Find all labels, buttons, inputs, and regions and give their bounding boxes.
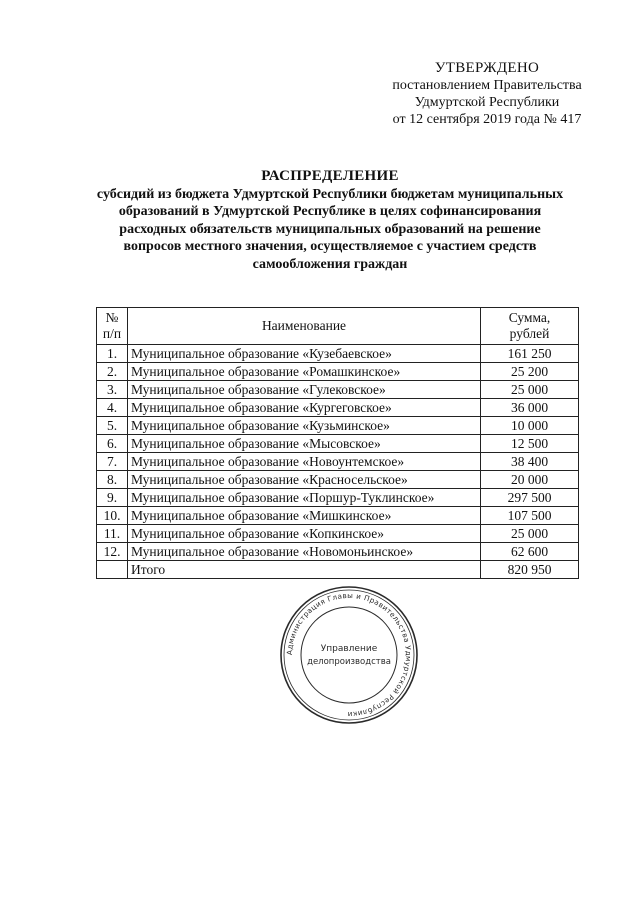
row-number: 1.: [97, 345, 128, 363]
table-row: [97, 399, 579, 417]
distribution-table: [96, 307, 579, 579]
row-sum: 25 200: [481, 363, 579, 381]
table-row: [97, 363, 579, 381]
title-line: образований в Удмуртской Республике в целях софинансирования: [118, 204, 542, 220]
row-number: 12.: [97, 543, 128, 561]
header-sum: [481, 308, 579, 345]
title-heading: РАСПРЕДЕЛЕНИЕ: [261, 168, 399, 184]
header-number: [97, 308, 128, 345]
row-sum: 12 500: [481, 435, 579, 453]
row-name: Муниципальное образование «Поршур-Туклинское»: [128, 489, 481, 507]
approval-heading: УТВЕРЖДЕНО: [434, 60, 540, 76]
table-row: [97, 381, 579, 399]
row-number: 8.: [97, 471, 128, 489]
document-title: [70, 168, 590, 274]
row-name: Муниципальное образование «Кузебаевское»: [128, 345, 481, 363]
table-row: [97, 507, 579, 525]
row-name: Муниципальное образование «Новомоньинское»: [128, 543, 481, 561]
row-number: 3.: [97, 381, 128, 399]
row-sum: 25 000: [481, 381, 579, 399]
total-row: [97, 561, 579, 579]
row-number: 6.: [97, 435, 128, 453]
seal-inner-ring: [301, 607, 397, 703]
row-name: Муниципальное образование «Новоунтемское»: [128, 453, 481, 471]
row-sum: 107 500: [481, 507, 579, 525]
table-row: [97, 345, 579, 363]
seal-center-line: Управление: [320, 644, 378, 654]
table-row: [97, 435, 579, 453]
row-sum: 10 000: [481, 417, 579, 435]
row-number: 9.: [97, 489, 128, 507]
title-line: расходных обязательств муниципальных образований на решение: [119, 221, 541, 237]
table-row: [97, 543, 579, 561]
approval-date: от 12 сентября 2019 года № 417: [392, 112, 582, 127]
row-sum: 161 250: [481, 345, 579, 363]
row-number: 10.: [97, 507, 128, 525]
table-row: [97, 417, 579, 435]
row-number: 7.: [97, 453, 128, 471]
row-number: 5.: [97, 417, 128, 435]
row-sum: 38 400: [481, 453, 579, 471]
row-sum: 297 500: [481, 489, 579, 507]
row-name: Муниципальное образование «Ромашкинское»: [128, 363, 481, 381]
header-name: Наименование: [128, 308, 481, 345]
approval-line: постановлением Правительства: [392, 78, 582, 93]
row-sum: 62 600: [481, 543, 579, 561]
table-row: [97, 471, 579, 489]
row-name: Муниципальное образование «Кузьминское»: [128, 417, 481, 435]
seal-center-line: делопроизводства: [307, 657, 391, 667]
header-sum-unit: рублей: [509, 326, 550, 341]
header-sum-label: Сумма,: [508, 310, 551, 325]
approval-block: [372, 60, 602, 128]
official-seal: [279, 585, 419, 725]
table-row: [97, 525, 579, 543]
row-name: Муниципальное образование «Кургеговское»: [128, 399, 481, 417]
row-sum: 36 000: [481, 399, 579, 417]
row-sum: 25 000: [481, 525, 579, 543]
title-line: самообложения граждан: [252, 256, 408, 272]
total-number-cell: [97, 561, 128, 579]
approval-line: Удмуртской Республики: [414, 95, 560, 110]
row-name: Муниципальное образование «Гулековское»: [128, 381, 481, 399]
row-name: Муниципальное образование «Мишкинское»: [128, 507, 481, 525]
table-row: [97, 453, 579, 471]
seal-outer-text: Администрация Главы и Правительства Удмуртской Республики: [284, 590, 414, 720]
table-header-row: [97, 308, 579, 345]
row-number: 4.: [97, 399, 128, 417]
row-name: Муниципальное образование «Красносельское»: [128, 471, 481, 489]
total-sum: 820 950: [481, 561, 579, 579]
title-line: вопросов местного значения, осуществляемое с участием средств: [123, 239, 537, 255]
total-label: Итого: [128, 561, 481, 579]
row-sum: 20 000: [481, 471, 579, 489]
row-number: 11.: [97, 525, 128, 543]
row-name: Муниципальное образование «Копкинское»: [128, 525, 481, 543]
header-number-symbol: №: [105, 310, 119, 325]
row-number: 2.: [97, 363, 128, 381]
row-name: Муниципальное образование «Мысовское»: [128, 435, 481, 453]
title-line: субсидий из бюджета Удмуртской Республики бюджетам муниципальных: [96, 186, 564, 202]
table-row: [97, 489, 579, 507]
seal-ring: [284, 590, 414, 720]
header-number-label: п/п: [102, 326, 122, 341]
